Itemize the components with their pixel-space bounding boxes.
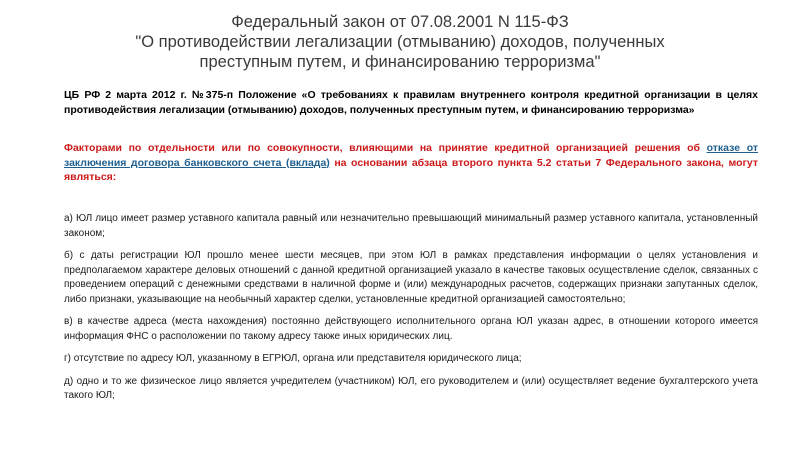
factors-list <box>64 212 758 412</box>
regulation-reference: ЦБ РФ 2 марта 2012 г. №375-п Положение «О требованиях к правилам внутреннего контроля кредитной организации в целях противодействия легализации (отмыванию) доходов, полученных преступным путем, и финансированию терроризма» <box>64 89 758 116</box>
title-line-3: преступным путем, и финансированию терроризма" <box>199 53 601 71</box>
factor-item-a: а) ЮЛ лицо имеет размер уставного капитала равный или незначительно превышающий минимальный размер уставного капитала, установленный законом; <box>64 213 758 239</box>
factor-item-g: г) отсутствие по адресу ЮЛ, указанному в ЕГРЮЛ, органа или представителя юридического лица; <box>64 353 522 364</box>
lead-paragraph <box>64 141 758 185</box>
factor-item-d: д) одно и то же физическое лицо является учредителем (участником) ЮЛ, его руководителем и (или) осуществляет ведение бухгалтерского учета такого ЮЛ; <box>64 375 758 401</box>
factor-item-b: б) с даты регистрации ЮЛ прошло менее шести месяцев, при этом ЮЛ в рамках представления информации о целях установления и предполагаемом характере деловых отношений с данной кредитной организацией указало в качестве таковых осуществление сделок, связанных с проведением операций с денежными средствами в наличной форме и (или) международных расчетов, содержащих признаки запутанных сделок, либо признаки, указывающие на необычный характер сделки, установленные кредитной организацией самостоятельно; <box>64 250 758 305</box>
lead-text-after: на основании абзаца второго пункта 5.2 статьи 7 Федерального закона, могут являться: <box>64 156 758 183</box>
slide-title <box>0 12 800 72</box>
title-line-1: Федеральный закон от 07.08.2001 N 115-ФЗ <box>231 13 569 31</box>
factor-item-v: в) в качестве адреса (места нахождения) постоянно действующего исполнительного органа ЮЛ указан адрес, в отношении которого имеется информация ФНС о расположении по такому адресу также иных юридических лиц. <box>64 316 758 342</box>
lead-text-before: Факторами по отдельности или по совокупности, влияющими на принятие кредитной организацией решения об <box>64 142 707 154</box>
contract-refusal-link[interactable]: отказе от заключения договора банковского счета (вклада) <box>64 142 758 169</box>
title-line-2: "О противодействии легализации (отмыванию) доходов, полученных <box>135 33 665 51</box>
